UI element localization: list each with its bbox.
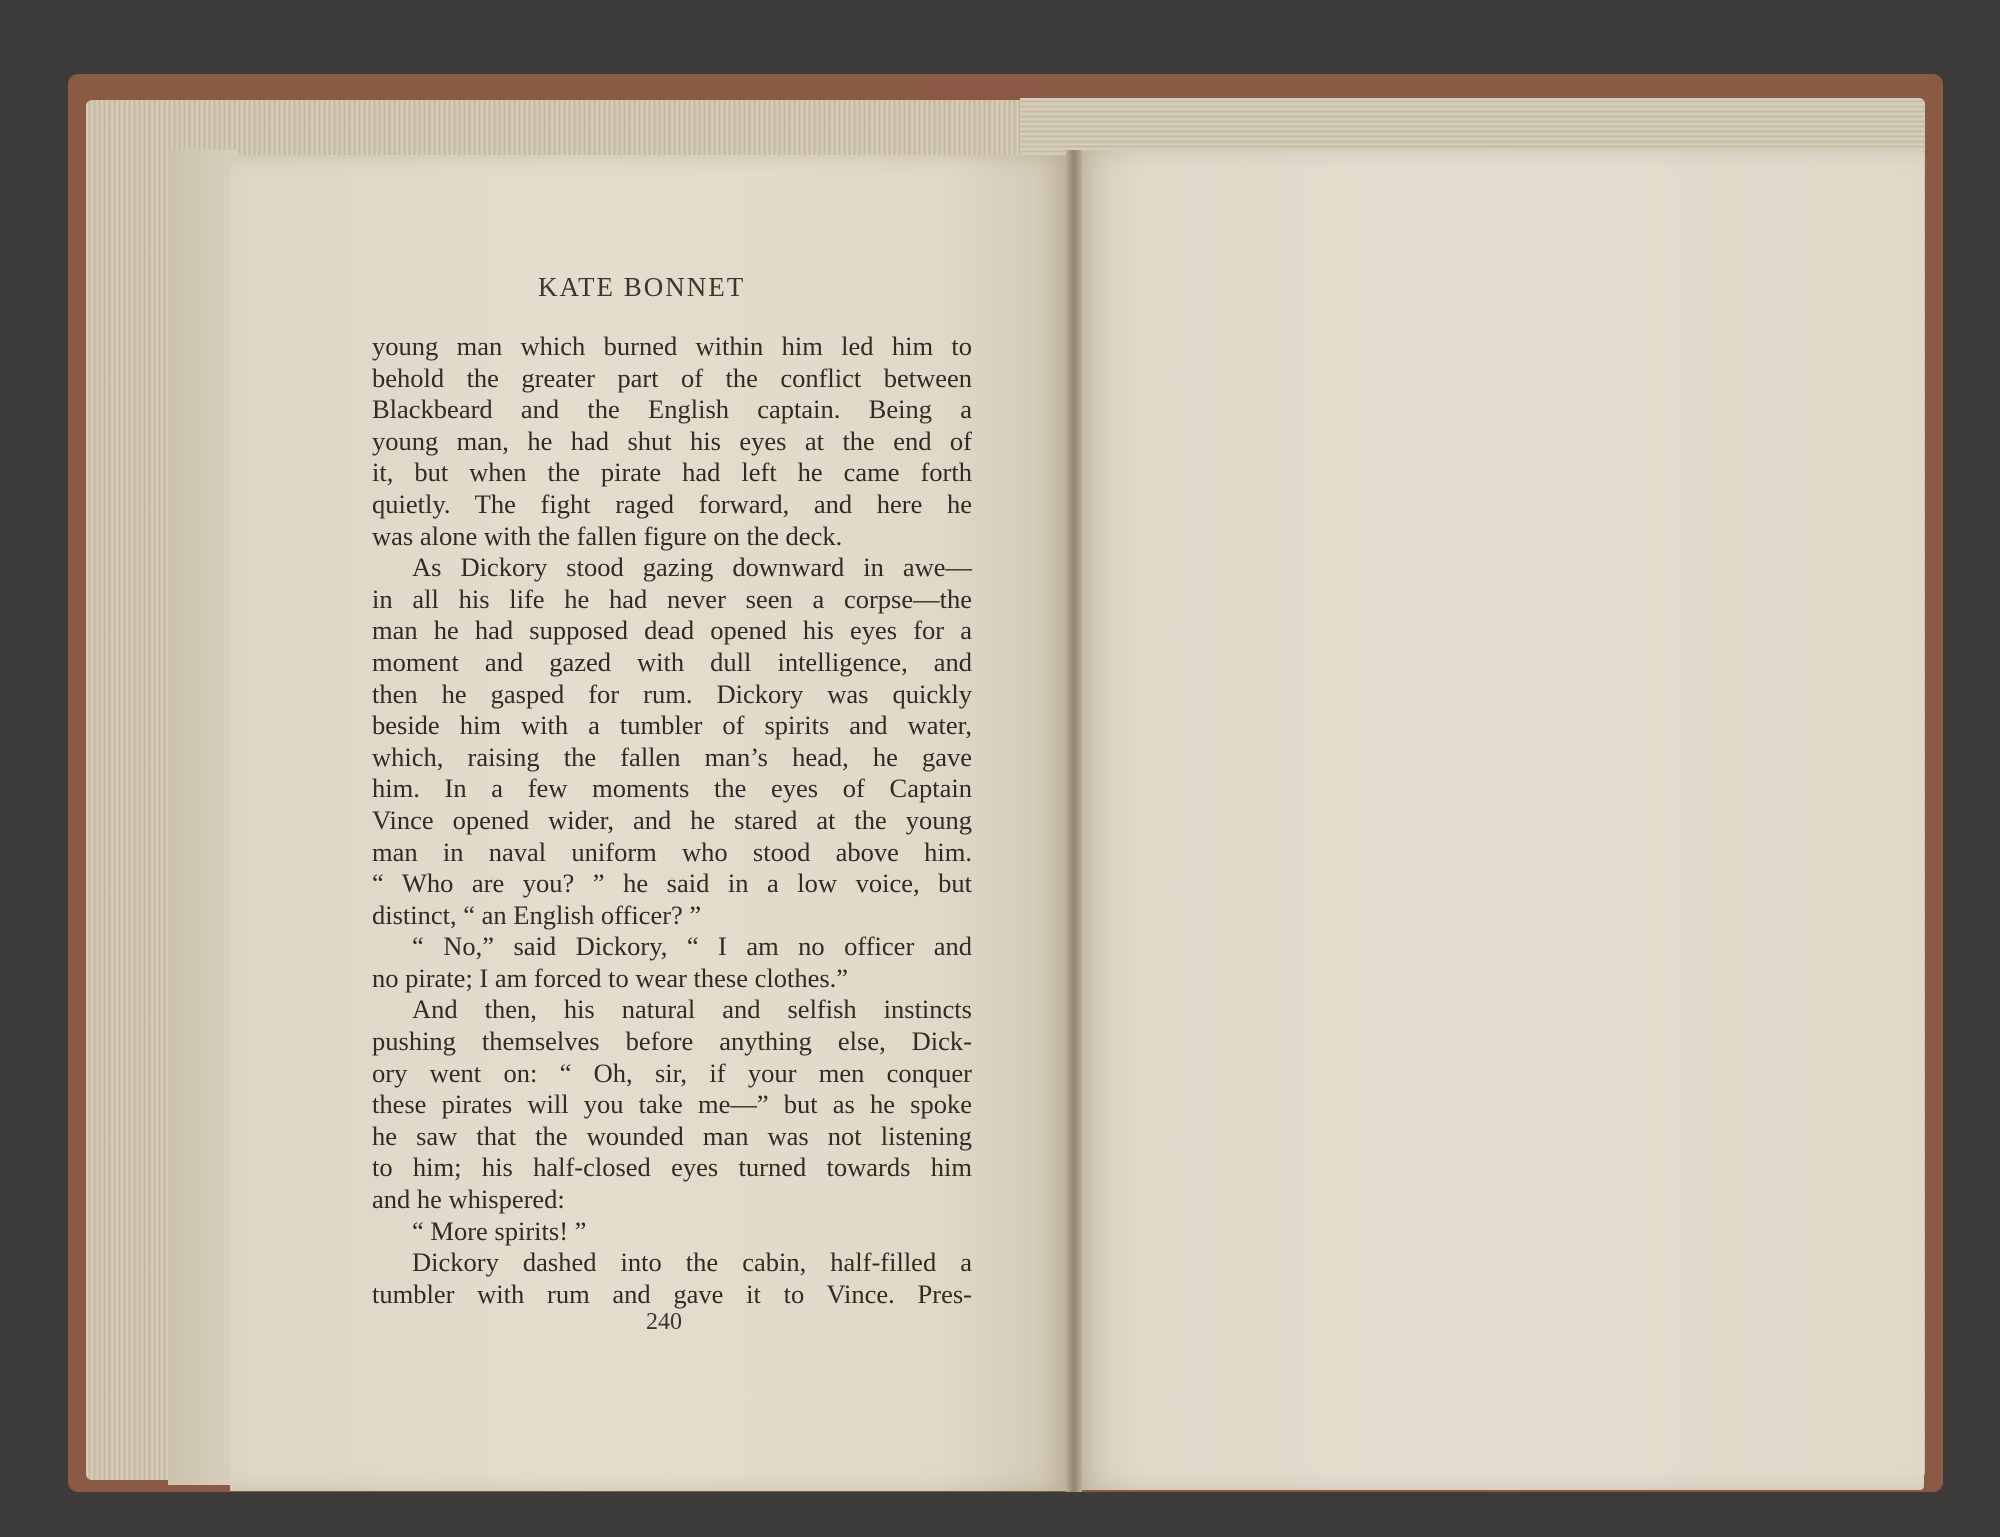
page-number: 240	[646, 1309, 682, 1335]
text-line: moment and gazed with dull intelligence, and	[372, 646, 972, 677]
text-line: which, raising the fallen man’s head, he gave	[372, 741, 972, 772]
text-line: pushing themselves before anything else, Dick-	[372, 1026, 972, 1057]
text-line: no pirate; I am forced to wear these clothes.”	[372, 962, 849, 993]
text-line: him. In a few moments the eyes of Captain	[372, 773, 972, 804]
text-line: Blackbeard and the English captain. Being a	[372, 394, 972, 425]
text-line: behold the greater part of the conflict between	[372, 362, 972, 393]
text-line: Dickory dashed into the cabin, half-filled a	[412, 1247, 972, 1278]
text-line: to him; his half-closed eyes turned towards him	[372, 1152, 972, 1183]
text-line: beside him with a tumbler of spirits and water,	[372, 710, 972, 741]
right-page-blank	[1078, 150, 1924, 1490]
text-line: As Dickory stood gazing downward in awe—	[412, 552, 972, 583]
text-line: young man which burned within him led him to	[372, 331, 972, 361]
text-line: “ No,” said Dickory, “ I am no officer and	[412, 931, 972, 962]
text-line: and he whispered:	[372, 1184, 565, 1215]
book-gutter	[1066, 150, 1082, 1492]
text-line: it, but when the pirate had left he came forth	[372, 457, 972, 488]
left-page-stack	[168, 150, 238, 1485]
text-line: was alone with the fallen figure on the deck.	[372, 520, 843, 551]
text-line: tumbler with rum and gave it to Vince. Pres-	[372, 1278, 972, 1309]
text-line: he saw that the wounded man was not listening	[372, 1120, 972, 1151]
text-line: young man, he had shut his eyes at the end of	[372, 425, 972, 456]
text-line: in all his life he had never seen a corpse—the	[372, 583, 972, 614]
text-line: “ Who are you? ” he said in a low voice, but	[372, 868, 972, 899]
text-line: Vince opened wider, and he stared at the young	[372, 804, 972, 835]
text-line: these pirates will you take me—” but as he spoke	[372, 1089, 972, 1120]
text-line: ory went on: “ Oh, sir, if your men conquer	[372, 1057, 972, 1088]
running-head: KATE BONNET	[538, 272, 746, 302]
page-text	[372, 331, 972, 1310]
text-line: distinct, “ an English officer? ”	[372, 899, 702, 930]
text-line: man in naval uniform who stood above him.	[372, 836, 972, 867]
text-line: man he had supposed dead opened his eyes for a	[372, 615, 972, 646]
text-line: quietly. The fight raged forward, and here he	[372, 488, 972, 519]
text-line: “ More spirits! ”	[412, 1215, 587, 1246]
text-line: And then, his natural and selfish instincts	[412, 994, 972, 1025]
text-line: then he gasped for rum. Dickory was quickly	[372, 678, 972, 709]
